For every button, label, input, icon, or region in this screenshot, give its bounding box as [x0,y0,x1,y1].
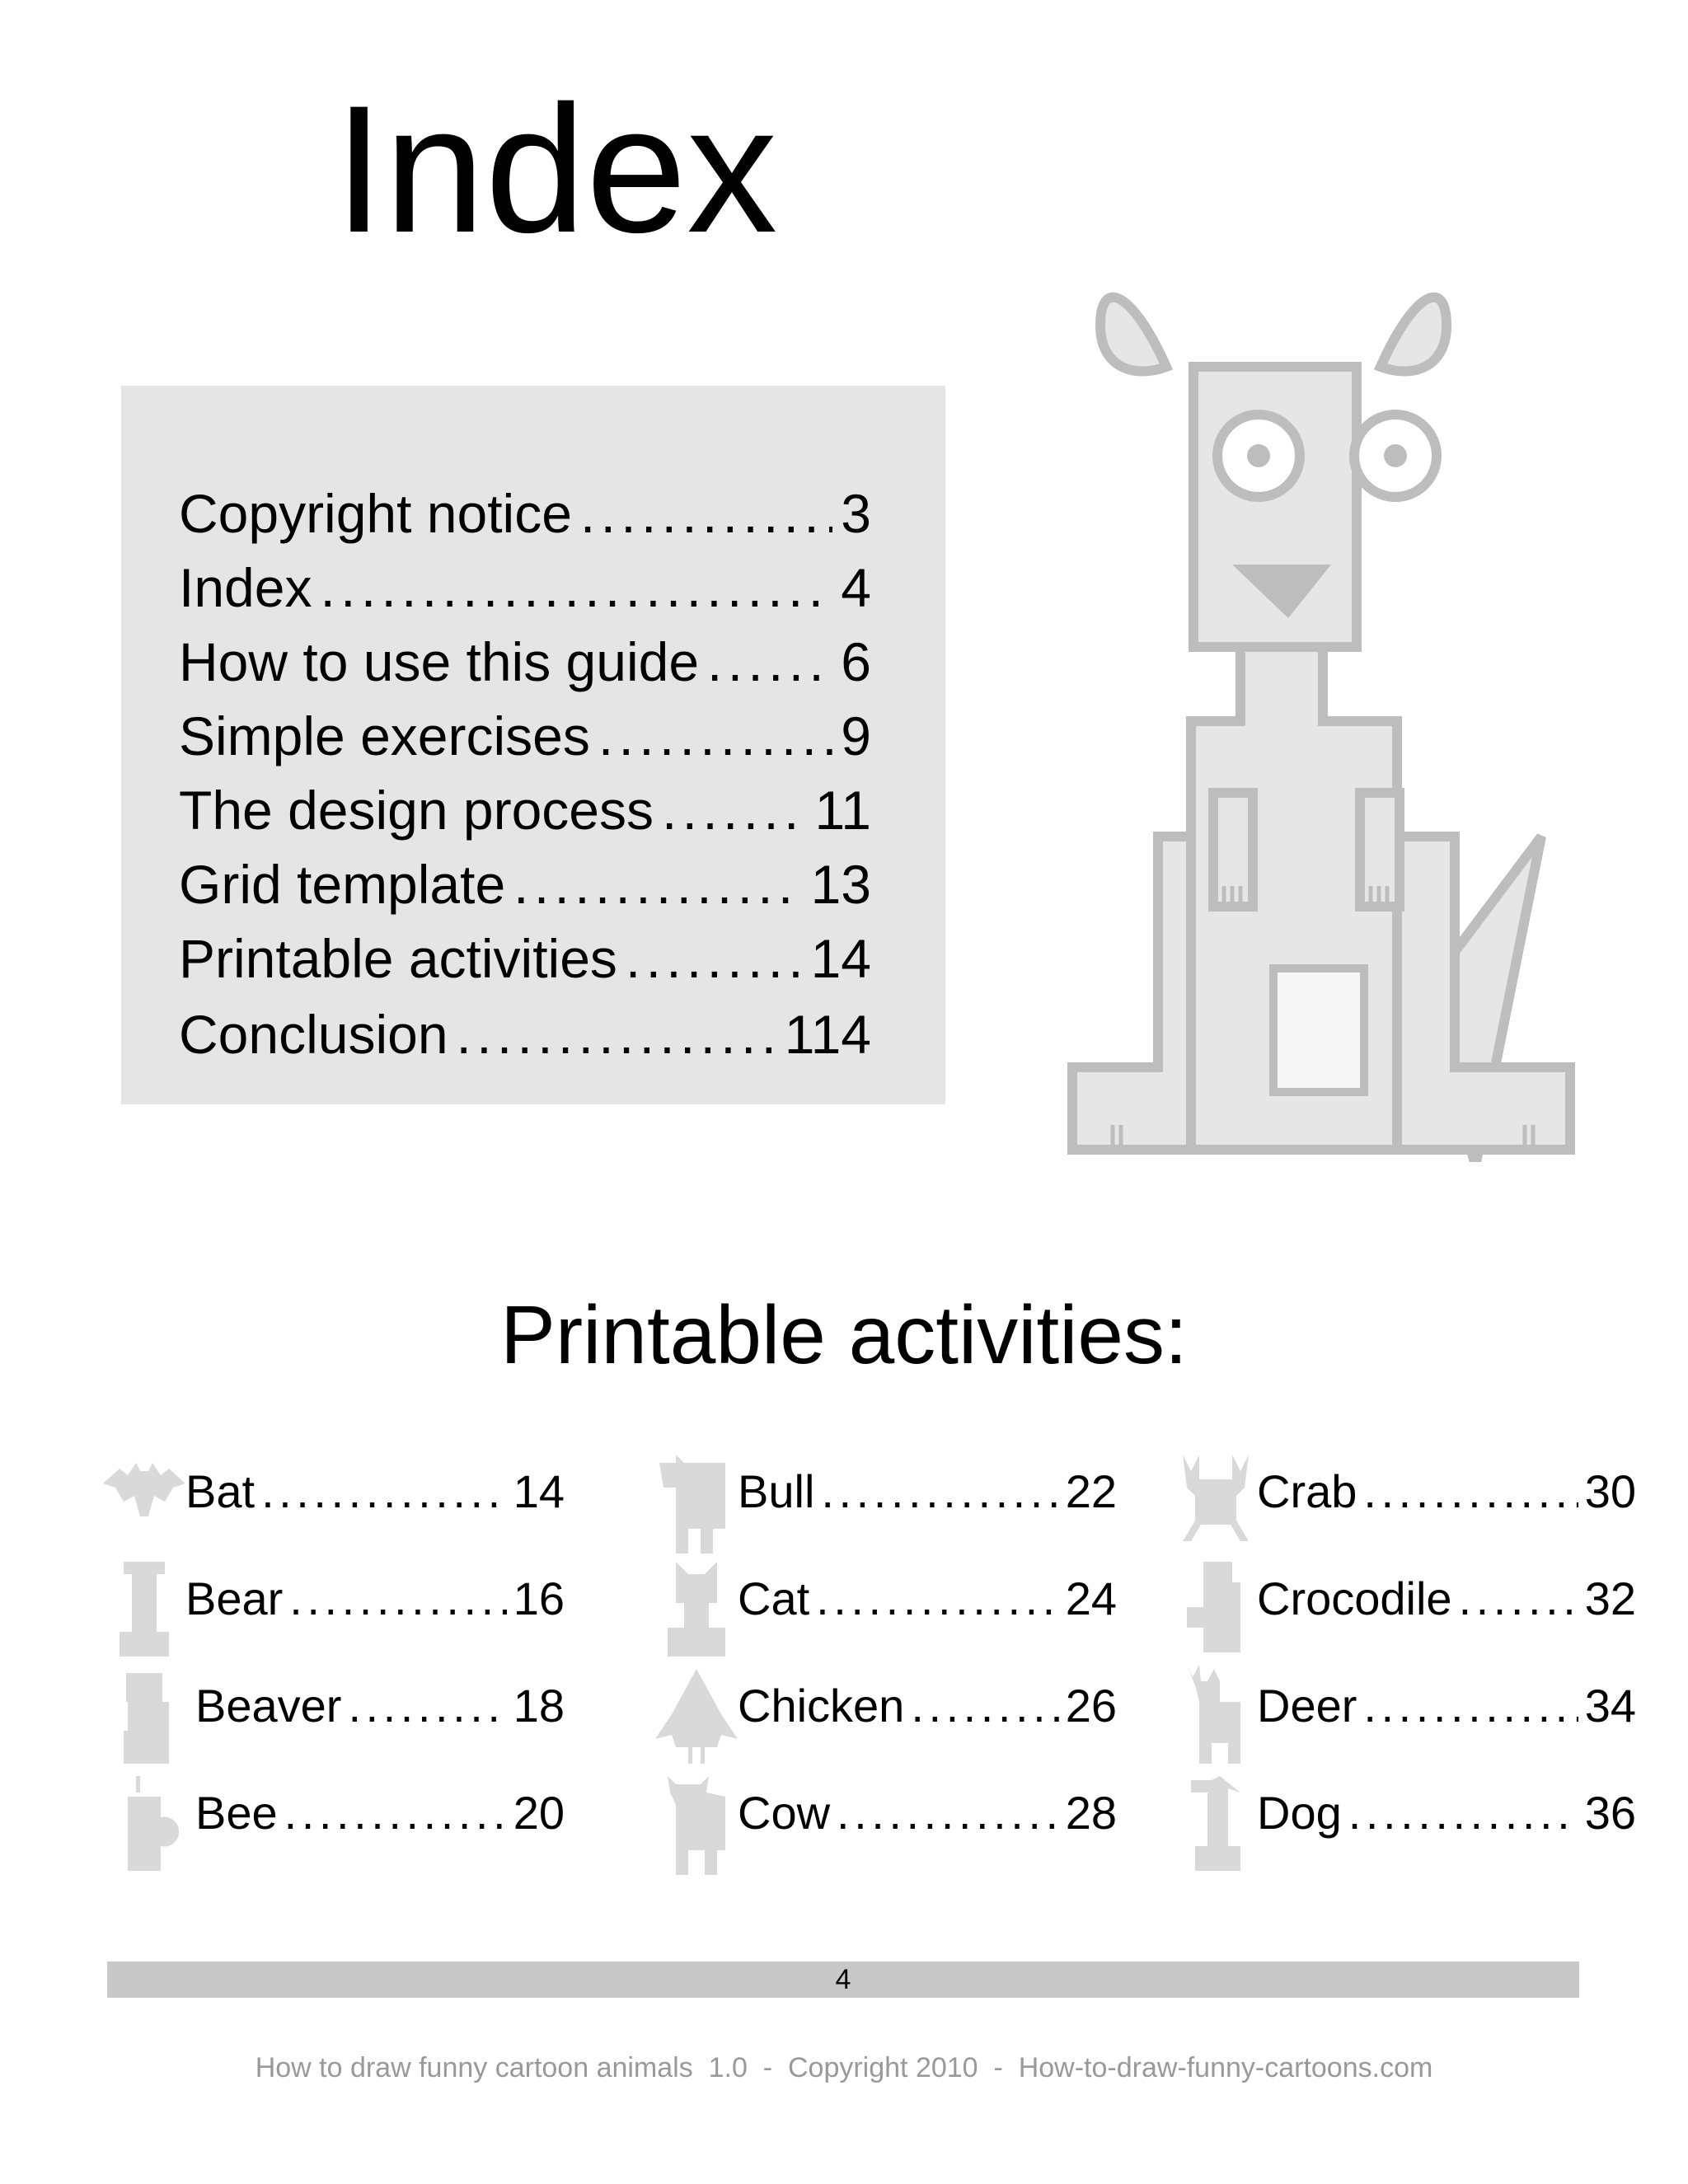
activity-leader [1348,1780,1578,1846]
activity-label: Cow [738,1787,831,1839]
kangaroo-illustration [1067,276,1595,1162]
activity-item-dog[interactable] [1175,1772,1636,1854]
activity-leader [837,1780,1059,1846]
activity-leader [284,1780,507,1846]
activity-leader [348,1673,506,1739]
cow-icon [655,1772,738,1879]
toc-label: Printable activities [179,928,617,989]
toc-leader [662,773,806,847]
activity-page: 20 [513,1787,565,1839]
activity-item-crocodile[interactable] [1175,1558,1636,1640]
toc-leader [626,921,803,996]
toc-page: 13 [810,854,871,915]
toc-page: 14 [810,928,871,989]
toc-label: Conclusion [179,1004,448,1065]
activity-page: 18 [513,1680,565,1732]
activity-leader [261,1459,507,1525]
activity-leader [821,1459,1058,1525]
activity-label: Crocodile [1257,1572,1452,1624]
activity-label: Bee [195,1787,278,1839]
toc-leader [707,625,832,699]
bee-icon [103,1772,185,1879]
activity-page: 22 [1065,1465,1117,1517]
toc-leader [513,847,802,921]
activity-page: 30 [1584,1465,1636,1517]
activity-item-cow[interactable] [655,1772,1117,1854]
toc-page: 6 [841,631,871,692]
activity-page: 16 [513,1572,565,1624]
toc-label: Index [179,557,312,618]
section-heading: Printable activities: [500,1289,1188,1381]
activity-label: Beaver [195,1680,342,1732]
bat-icon [103,1451,185,1558]
activity-label: Dog [1257,1787,1342,1839]
toc-item[interactable] [179,699,871,773]
footer-text: How to draw funny cartoon animals 1.0 - Copyright 2010 - How-to-draw-funny-cartoons.com [255,2052,1433,2083]
toc-leader [598,699,832,773]
beaver-icon [103,1665,185,1772]
activity-item-deer[interactable] [1175,1665,1636,1747]
toc-item[interactable] [179,551,871,625]
activity-item-bee[interactable] [103,1772,565,1854]
activity-page: 36 [1584,1787,1636,1839]
activity-item-bat[interactable] [103,1451,565,1533]
toc-item[interactable] [179,847,871,921]
toc-leader [580,476,832,551]
activity-item-bear[interactable] [103,1558,565,1640]
activity-page: 24 [1065,1572,1117,1624]
toc-leader [320,551,832,625]
activity-label: Crab [1257,1465,1357,1517]
activity-label: Chicken [738,1680,905,1732]
activity-leader [1363,1459,1578,1525]
deer-icon [1175,1665,1257,1772]
toc-box [121,386,945,1104]
activity-page: 32 [1584,1572,1636,1624]
page-title: Index [334,68,778,270]
toc-page: 9 [841,705,871,766]
activity-label: Deer [1257,1680,1357,1732]
page-number-bar [107,1961,1579,1998]
page-number: 4 [835,1964,851,1995]
activity-label: Bull [738,1465,815,1517]
toc-page: 11 [814,780,871,841]
bull-icon [655,1451,738,1558]
crab-icon [1175,1451,1257,1558]
toc-page: 4 [841,557,871,618]
activity-item-chicken[interactable] [655,1665,1117,1747]
activity-page: 34 [1584,1680,1636,1732]
toc-item[interactable] [179,476,871,551]
activity-leader [816,1566,1059,1632]
activity-page: 14 [513,1465,565,1517]
toc-label: Simple exercises [179,705,590,766]
toc-item[interactable] [179,625,871,699]
activity-label: Bear [185,1572,284,1624]
activity-item-bull[interactable] [655,1451,1117,1533]
activity-leader [1459,1566,1578,1632]
toc-leader [457,997,776,1071]
cat-icon [655,1558,738,1665]
toc-label: Grid template [179,854,506,915]
activity-label: Bat [185,1465,256,1517]
toc-label: Copyright notice [179,483,572,544]
toc-item[interactable] [179,997,871,1071]
activity-item-beaver[interactable] [103,1665,565,1747]
toc-label: How to use this guide [179,631,700,692]
activity-label: Cat [738,1572,810,1624]
activity-item-cat[interactable] [655,1558,1117,1640]
toc-item[interactable] [179,773,871,847]
toc-label: The design process [179,780,654,841]
activity-leader [911,1673,1058,1739]
dog-icon [1175,1772,1257,1879]
activity-page: 26 [1065,1680,1117,1732]
chicken-icon [655,1665,738,1772]
activity-page: 28 [1065,1787,1117,1839]
activity-leader [1363,1673,1578,1739]
toc-item[interactable] [179,921,871,996]
toc-page: 3 [841,483,871,544]
crocodile-icon [1175,1558,1257,1665]
toc-page: 114 [784,1004,871,1065]
activity-leader [289,1566,506,1632]
bear-icon [103,1558,185,1665]
activity-item-crab[interactable] [1175,1451,1636,1533]
